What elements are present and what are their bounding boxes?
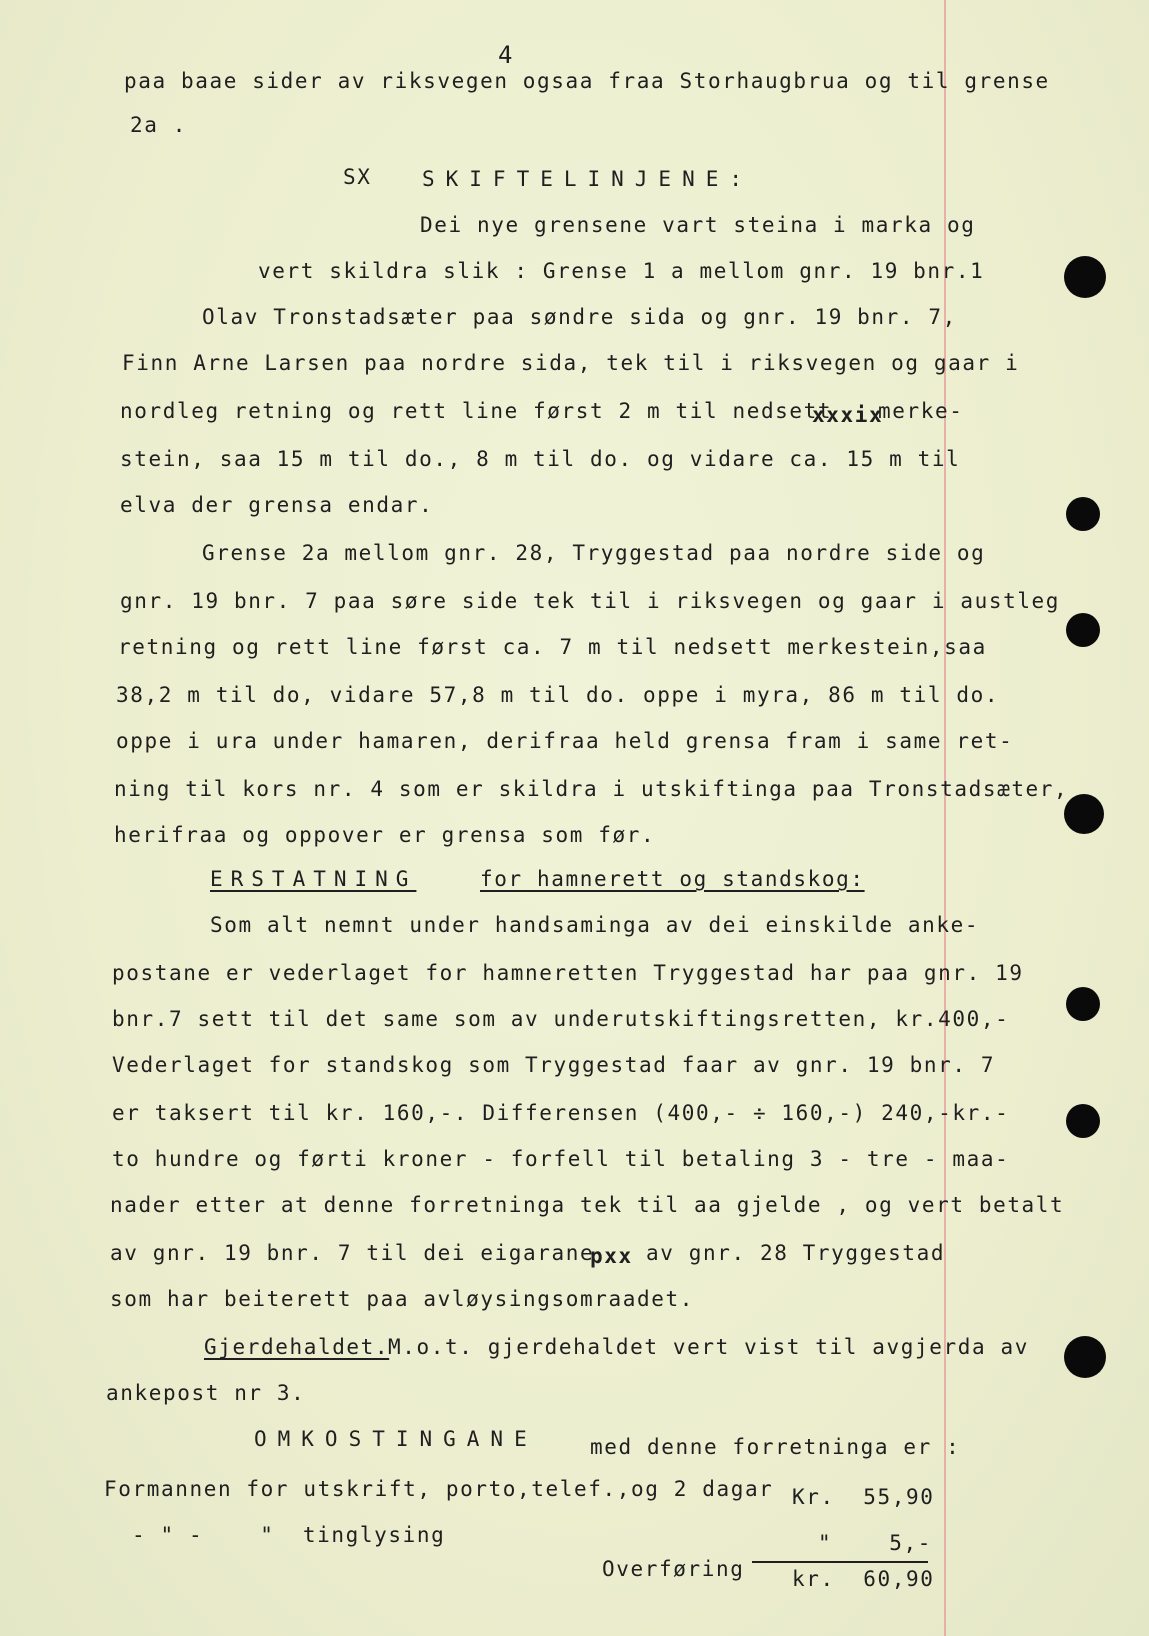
margin-rule [944,0,946,1636]
text-line: Grense 2a mellom gnr. 28, Tryggestad paa nordre side og [202,541,986,565]
text-line: vert skildra slik : Grense 1 a mellom gnr. 19 bnr.1 [258,259,985,283]
text-line: 38,2 m til do, vidare 57,8 m til do. oppe i myra, 86 m til do. [116,683,1000,707]
text-line: av gnr. 28 Tryggestad [646,1241,946,1265]
section-heading-omkostningane: OMKOSTINGANE [254,1427,538,1451]
text-line: Vederlaget for standskog som Tryggestad faar av gnr. 19 bnr. 7 [112,1053,996,1077]
text-line: to hundre og førti kroner - forfell til betaling 3 - tre - maa- [112,1147,1010,1171]
section-heading-erstatning: ERSTATNING [210,867,417,891]
section-heading-erstatning-rest: for hamnerett og standskog: [480,867,865,891]
text-line: herifraa og oppover er grensa som før. [114,823,656,847]
section-heading-gjerdehaldet: Gjerdehaldet. [204,1335,390,1359]
sum-underline [752,1561,928,1563]
text-line: elva der grensa endar. [120,493,434,517]
text-line: oppe i ura under hamaren, derifraa held grensa fram i same ret- [116,729,1014,753]
text-line: merke- [878,399,964,423]
punch-hole [1064,1336,1106,1378]
text-line: Som alt nemnt under handsaminga av dei einskilde anke- [210,913,980,937]
punch-hole [1064,256,1106,298]
text-line: med denne forretninga er : [590,1435,961,1459]
text-line: av gnr. 19 bnr. 7 til dei eigarane [110,1241,595,1265]
text-line: retning og rett line først ca. 7 m til nedsett merkestein,saa [118,635,987,659]
text-line: Dei nye grensene vart steina i marka og [420,213,976,237]
text-line: postane er vederlaget for hamneretten Tryggestad har paa gnr. 19 [112,961,1024,985]
page-number: 4 [498,41,515,69]
text-line: Olav Tronstadsæter paa søndre sida og gnr. 19 bnr. 7, [202,305,957,329]
cost-amount-formannen: Kr. 55,90 [792,1485,935,1509]
punch-hole [1066,987,1100,1021]
text-line: som har beiterett paa avløysingsomraadet. [110,1287,694,1311]
section-heading-skiftelinjene: SKIFTELINJENE: [422,167,754,191]
cost-line-overforing: Overføring [602,1557,745,1581]
punch-hole [1066,613,1100,647]
text-line: er taksert til kr. 160,-. Differensen (400,- ÷ 160,-) 240,-kr.- [112,1101,1010,1125]
cost-amount-total: kr. 60,90 [792,1567,935,1591]
struck-out-word: xxxix [812,403,884,427]
text-line: 2a . [130,113,187,137]
punch-hole [1066,1104,1100,1138]
text-line: nordleg retning og rett line først 2 m til nedsett [120,399,833,423]
text-line: nader etter at denne forretninga tek til aa gjelde , og vert betalt [110,1193,1065,1217]
text-line: stein, saa 15 m til do., 8 m til do. og vidare ca. 15 m til [120,447,961,471]
section-heading-prefix: SX [343,165,372,189]
cost-line-tinglysing: - " - " tinglysing [132,1523,446,1547]
text-line: Finn Arne Larsen paa nordre sida, tek til i riksvegen og gaar i [122,351,1020,375]
punch-hole [1066,497,1100,531]
text-line: bnr.7 sett til det same som av underutskiftingsretten, kr.400,- [112,1007,1010,1031]
text-line: M.o.t. gjerdehaldet vert vist til avgjerda av [388,1335,1029,1359]
text-line: gnr. 19 bnr. 7 paa søre side tek til i riksvegen og gaar i austleg [120,589,1061,613]
punch-hole [1064,794,1104,834]
struck-out-word: pxx [590,1244,633,1268]
cost-line-formannen: Formannen for utskrift, porto,telef.,og 2 dagar [104,1477,774,1501]
cost-amount-tinglysing: " 5,- [818,1531,932,1555]
text-line: ning til kors nr. 4 som er skildra i utskiftinga paa Tronstadsæter, [114,777,1069,801]
text-line: paa baae sider av riksvegen ogsaa fraa Storhaugbrua og til grense [124,69,1050,93]
text-line: ankepost nr 3. [106,1381,306,1405]
